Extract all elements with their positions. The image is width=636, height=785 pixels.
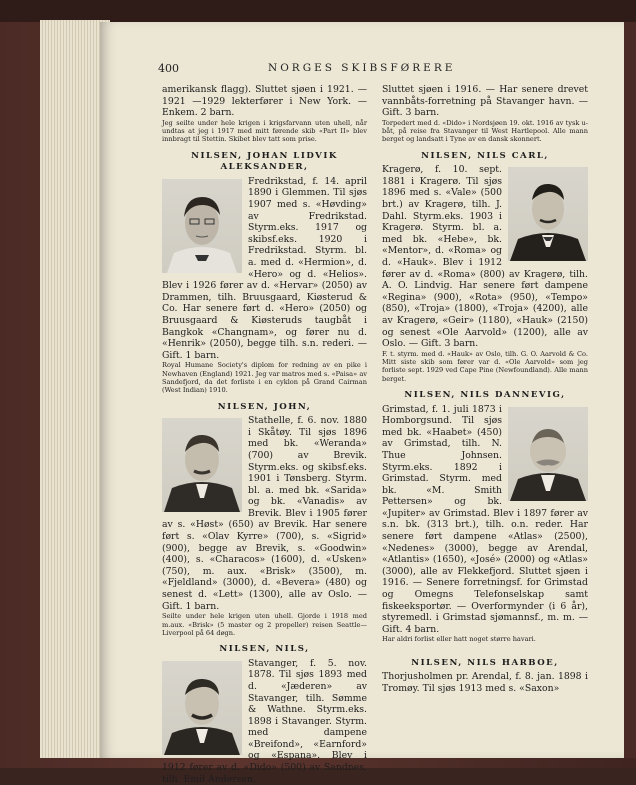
entry-note-nils-carl: F. t. styrm. med d. «Hauk» av Oslo, tilh. G. O. Aarvold & Co. Mitt siste skib som fører var d. «Ole Aarvold» som jeg forliste sept. 1929 ved Cape Pine (Newfoundland). Alle mann berget. (382, 349, 588, 383)
entry-text-john: Stathelle, f. 6. nov. 1880 i Skåtøy. Til sjøs 1896 med bk. «Weranda» (700) av Brevik. Styrm.eks. og skibsf.eks. 1901 i Tønsberg. Styrm. bl. a. med bk. «Sarida» og bk. «Vanadis» av Brevik. Blev i 1905 fører av s. «Høst» (650) av Brevik. Har senere ført s. «Olav Kyrre» (700), s. «Sigrid» (900), begge av Brevik, s. «Goodwin» (400), s. «Characos» (1600), d. «Usken» (750), m. aux. «Brisk» (3500), m. «Fjeldland» (3000), d. «Bevera» (480) og senest d. «Lett» (1300), alle av Oslo. — Gift. 1 barn. (162, 415, 367, 612)
portrait-nils-dannevig (508, 407, 588, 501)
entry-title-john: NILSEN, JOHN, (217, 401, 312, 412)
left-intro-note: Jeg seilte under hele krigen i krigsfarvann uten uhell, når undtas at jeg i 1917 med mitt førende skib «Part II» blev innbragt til Stettin. Skibet blev tatt som prise. (162, 118, 367, 144)
entry-text-nils-carl: Kragerø, f. 10. sept. 1881 i Kragerø. Til sjøs 1896 med s. «Vale» (500 brt.) av Kragerø, tilh. J. Dahl. Styrm.eks. 1903 i Kragerø. Styrm. bl. a. med bk. «Hebe», bk. «Mentor», d. «Roma» og d. «Hauk». Blev i 1912 fører av d. «Roma» (800) av Kragerø, tilh. A. O. Lindvig. Har senere ført dampene «Regina» (900), «Rota» (950), «Tempo» (850), «Troja» (1800), «Troja» (4200), alle av Kragerø, «Geir» (1180), «Hauk» (2150) og senest «Ole Aarvold» (1200), alle av Oslo. — Gift. 3 barn. (382, 164, 588, 350)
entry-text-nils-harboe: Thorjusholmen pr. Arendal, f. 8. jan. 1898 i Tromøy. Til sjøs 1913 med s. «Saxon» (382, 671, 588, 694)
entry-text-nils: Stavanger, f. 5. nov. 1878. Til sjøs 1893 med d. «Jæderen» av Stavanger, tilh. Sømme & Wathne. Styrm.eks. 1898 i Stavanger. Styrm. med dampene «Breifond», «Earnford» og «Espana». Blev i 1912 fører av d. «Dido» (500) av Sandnes, tilh. Emil Andersen. (162, 657, 367, 785)
right-column (382, 84, 588, 695)
entry-note-nils-dannevig: Har aldri forlist eller hatt noget større havari. (382, 635, 536, 644)
portrait-john (162, 418, 242, 512)
right-intro-note: Torpedert med d. «Dido» i Nordsjøen 19. okt. 1916 av tysk u-båt, på reise fra Stavanger til West Hartlepool. Alle mann berget og landsatt i Tyne av en dansk skonnert. (382, 118, 588, 144)
entry-text-johan: Fredrikstad, f. 14. april 1890 i Glemmen. Til sjøs 1907 med s. «Høvding» av Fredrikstad. Styrm.eks. 1917 og skibsf.eks. 1920 i Fredrikstad. Styrm. bl. a. med d. «Hermion», d. «Hero» og d. «Helios». Blev i 1926 fører av d. «Hervar» (2050) av Drammen, tilh. Bruusgaard, Kiøsterud & Co. Har senere ført d. «Hero» (2050) og Bruusgaard & Kiøsteruds taugbåt i Bangkok «Changnam», og fører nu d. «Henrik» (2050), begge tilh. s.n. rederi. — Gift. 1 barn. (162, 175, 367, 361)
entry-title-johan: NILSEN, JOHAN LIDVIK ALEKSANDER, (191, 150, 338, 173)
entry-title-nils: NILSEN, NILS, (219, 644, 310, 655)
right-intro-text: Sluttet sjøen i 1916. — Har senere drevet vannbåts-forretning på Stavanger havn. — Gift. 3 barn. (382, 84, 588, 119)
page-number: 400 (158, 62, 179, 75)
running-head: NORGES SKIBSFØRERE (268, 62, 456, 74)
right-binding-edge (624, 22, 636, 758)
portrait-nils (162, 661, 242, 755)
entry-title-nils-dannevig: NILSEN, NILS DANNEVIG, (404, 389, 566, 400)
entry-text-nils-dannevig: Grimstad, f. 1. juli 1873 i Homborgsund. Til sjøs med bk. «Haabet» (450) av Grimstad, tilh. N. Thue Johnsen. Styrm.eks. 1892 i Grimstad. Styrm. med bk. «M. Smith Pettersen» og bk. «Jupiter» av Grimstad. Blev i 1897 fører av s.n. bk. (313 brt.), tilh. o.n. reder. Har senere ført dampene «Atlas» (2500), «Nedenes» (3000), begge av Arendal, «Atlantis» (1650), «José» (2000) og «Atlas» (3000), alle av Flekkefjord. Sluttet sjøen i 1916. — Senere forretningsf. for Grimstad og Omegns Telefonselskap samt fiskeeksportør. — Overformynder (i 6 år), styremedl. i Grimstad sjømannsf., m. m. — Gift. 4 barn. (382, 403, 588, 635)
entry-title-nils-carl: NILSEN, NILS CARL, (421, 150, 549, 161)
left-intro-text: amerikansk flagg). Sluttet sjøen i 1921. — 1921 —1929 lekterfører i New York. — Enkem. 2 barn. (162, 84, 367, 119)
portrait-johan (162, 179, 242, 273)
book-top-edge (0, 0, 636, 22)
page-header (158, 62, 588, 76)
entry-note-johan: Royal Humane Society's diplom for redning av en pike i Newhaven (England) 1921. Jeg var matros med s. «Paisa» av Sandefjord, da det forliste i en cyklon på Grand Cairman (West Indian) 1910. (162, 361, 367, 395)
left-column (162, 84, 367, 785)
entry-note-john: Seilte under hele krigen uten uhell. Gjorde i 1918 med m.aux. «Brisk» (5 master og 2 propeller) reisen Seattle—Liverpool på 64 døgn. (162, 612, 367, 637)
portrait-nils-carl (508, 167, 588, 261)
entry-title-nils-harboe: NILSEN, NILS HARBOE, (411, 657, 559, 668)
